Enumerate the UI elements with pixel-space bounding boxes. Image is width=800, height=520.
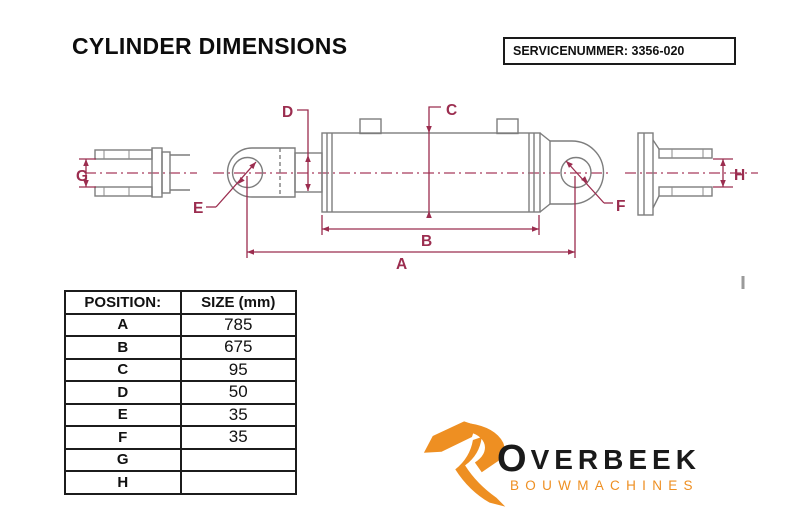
size-cell xyxy=(181,471,297,494)
logo-text xyxy=(497,438,701,493)
size-cell: 95 xyxy=(181,359,297,382)
table-row xyxy=(65,449,296,472)
dimension-b xyxy=(322,215,539,250)
hydraulic-port-right xyxy=(497,119,518,134)
column-header-size: SIZE (mm) xyxy=(181,291,297,314)
right-clevis-end-view xyxy=(638,133,712,215)
logo-name-rest: VERBEEK xyxy=(530,444,701,475)
logo-name-initial: O xyxy=(497,438,531,480)
dim-label-e: E xyxy=(193,200,204,217)
cylinder-main-view xyxy=(228,119,604,212)
position-cell: A xyxy=(65,314,181,337)
dim-label-c: C xyxy=(446,102,458,119)
dimension-a xyxy=(247,176,575,273)
dim-label-a: A xyxy=(396,256,408,273)
table-row xyxy=(65,404,296,427)
page-title: CYLINDER DIMENSIONS xyxy=(72,33,348,59)
dimension-c xyxy=(426,102,457,218)
position-cell: G xyxy=(65,449,181,472)
position-cell: C xyxy=(65,359,181,382)
logo-subtitle: BOUWMACHINES xyxy=(510,478,699,493)
service-number-label: SERVICENUMMER: 3356-020 xyxy=(513,44,685,58)
size-cell: 35 xyxy=(181,426,297,449)
dim-label-d: D xyxy=(282,104,294,121)
table-row xyxy=(65,426,296,449)
logo-name xyxy=(497,438,701,480)
size-cell: 50 xyxy=(181,381,297,404)
size-cell: 35 xyxy=(181,404,297,427)
column-header-position: POSITION: xyxy=(65,291,181,314)
size-cell: 785 xyxy=(181,314,297,337)
dimensions-table xyxy=(64,290,297,495)
table-row xyxy=(65,381,296,404)
table-row xyxy=(65,314,296,337)
table-row xyxy=(65,359,296,382)
position-cell: B xyxy=(65,336,181,359)
position-cell: D xyxy=(65,381,181,404)
table-header-row xyxy=(65,291,296,314)
dim-label-g: G xyxy=(76,168,89,185)
table-row xyxy=(65,336,296,359)
position-cell: H xyxy=(65,471,181,494)
dim-label-b: B xyxy=(421,233,433,250)
size-cell: 675 xyxy=(181,336,297,359)
hydraulic-port-left xyxy=(360,119,381,134)
table-row xyxy=(65,471,296,494)
position-cell: E xyxy=(65,404,181,427)
position-cell: F xyxy=(65,426,181,449)
size-cell xyxy=(181,449,297,472)
dim-label-h: H xyxy=(734,167,746,184)
dim-label-f: F xyxy=(616,198,626,215)
company-logo xyxy=(420,412,760,512)
